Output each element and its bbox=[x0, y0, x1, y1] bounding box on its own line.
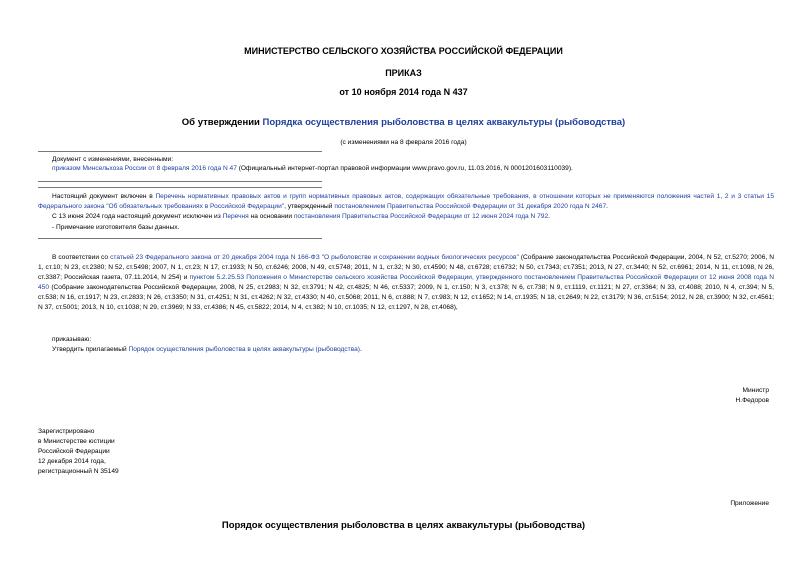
body-text: (Собрание законодательства Российской Федерации, 2004, N 52, ст.5270; 2006, N 1, ст.10; N 23, ст.2380; N 52, ст.5498; 2007, N 1, ст.23; N 17, ст.1933; N 50, ст.6246; 2008, N 49, ст.5748; 2011, N 1, ст.32; N 30, ст.4590; N 48, ст.6728; ст.6732; N 50, ст.7343; ст.7351; 2013, N 27, ст.3440; N 52, ст.6961; 2014, N 11, ст.1098, N 26, ст.3387; Российская газета, 07.11.2014, N 254) и bbox=[38, 254, 775, 281]
amendment-source: (Официальный интернет-портал правовой информации www.pravo.gov.ru, 11.03.2016, N 0001201603110039). bbox=[236, 165, 573, 172]
notice-text: . bbox=[606, 203, 608, 210]
perechen-link[interactable]: Перечень нормативных правовых актов и групп нормативных правовых актов, содержащих обязательные требования, в отношении которых не применяются положения частей 1, 2 и 3 статьи 15 Федерального закона "Об обязательных требованиях в Российской Федерации" bbox=[38, 193, 774, 210]
notice-text: Настоящий документ включен в bbox=[52, 193, 156, 200]
body-text: . bbox=[360, 346, 362, 353]
db-note: - Примечание изготовителя базы данных. bbox=[52, 224, 180, 231]
ministry-title: МИНИСТЕРСТВО СЕЛЬСКОГО ХОЗЯЙСТВА РОССИЙСКОЙ ФЕДЕРАЦИИ bbox=[244, 46, 563, 56]
order-word: приказываю: bbox=[52, 336, 92, 343]
title-link[interactable]: Порядка осуществления рыболовства в целях аквакультуры (рыбоводства) bbox=[262, 117, 626, 128]
postanovleniya-link[interactable]: постановления Правительства Российской Федерации от 12 июня 2024 года N 792 bbox=[293, 213, 549, 220]
signatory-name: Н.Федоров bbox=[735, 397, 769, 404]
registration-line: Российской Федерации bbox=[38, 448, 110, 455]
notice-text: на основании bbox=[248, 213, 294, 220]
notice-exclusion bbox=[52, 213, 550, 221]
registration-line: регистрационный N 35149 bbox=[38, 468, 119, 475]
procedure-link[interactable]: Порядок осуществления рыболовства в целях аквакультуры (рыбоводства) bbox=[128, 346, 360, 353]
document-date-number: от 10 ноября 2014 года N 437 bbox=[339, 87, 468, 97]
postanovlenie-link[interactable]: постановлением Правительства Российской Федерации от 31 декабря 2020 года N 2467 bbox=[334, 203, 607, 210]
notice-text: . bbox=[548, 213, 550, 220]
divider bbox=[38, 181, 322, 182]
regulation-link[interactable]: пунктом 5.2.25.53 Положения о Министерстве сельского хозяйства Российской Федерации, утвержденного постановлением Правительства Российской Федерации от 12 июня 2008 года N 450 bbox=[38, 274, 774, 291]
divider bbox=[38, 187, 322, 188]
body-text: Утвердить прилагаемый bbox=[52, 346, 129, 353]
preamble-paragraph bbox=[38, 253, 774, 313]
document-title bbox=[0, 117, 807, 128]
notice-text: , утвержденный bbox=[284, 203, 335, 210]
registration-line: в Министерстве юстиции bbox=[38, 438, 115, 445]
notice-inclusion bbox=[38, 192, 774, 212]
divider bbox=[38, 238, 322, 239]
appendix-title: Порядок осуществления рыболовства в целях аквакультуры (рыбоводства) bbox=[221, 520, 586, 531]
registration-line: Зарегистрировано bbox=[38, 428, 95, 435]
approve-paragraph bbox=[52, 346, 362, 354]
divider bbox=[38, 151, 322, 152]
federal-law-link[interactable]: статьей 23 Федерального закона от 20 декабря 2004 года N 166-ФЗ "О рыболовстве и сохранении водных биологических ресурсов" bbox=[110, 254, 519, 261]
body-text: (Собрание законодательства Российской Федерации, 2008, N 25, ст.2983; N 32, ст.3791; N 42, ст.4825; N 46, ст.5337; 2009, N 1, ст.150; N 3, ст.378; N 6, ст.738; N 9, ст.1119, ст.1121; N 27, ст.3364; N 33, ст.4088; 2010, N 4, ст.394; N 5, ст.538; N 16, ст.1917; N 23, ст.2833; N 26, ст.3350; N 31, ст.4251; N 31, ст.4262; N 32, ст.4330; N 40, ст.5068; 2011, N 6, ст.888; N 7, ст.983; N 12, ст.1652; N 14, ст.1935; N 18, ст.2649; N 22, ст.3179; N 36, ст.5154; 2012, N 28, ст.3900; N 32, ст.4561; N 37, ст.5001; 2013, N 10, ст.1038; N 29, ст.3969; N 33, ст.4386; N 45, ст.5822; 2014, N 4, ст.382; N 10, ст.1035; N 12, ст.1297, N 28, ст.4068), bbox=[38, 284, 774, 311]
document-type: ПРИКАЗ bbox=[385, 68, 422, 78]
notice-text: С 13 июня 2024 года настоящий документ исключен из bbox=[52, 213, 223, 220]
appendix-label: Приложение bbox=[730, 500, 769, 507]
perechnya-link[interactable]: Перечня bbox=[222, 213, 249, 220]
amendment-link[interactable]: приказом Минсельхоза России от 8 февраля 2016 года N 47 bbox=[52, 165, 237, 172]
title-prefix: Об утверждении bbox=[181, 117, 263, 128]
revision-note: (с изменениями на 8 февраля 2016 года) bbox=[340, 139, 467, 146]
amendments-entry bbox=[52, 165, 573, 173]
registration-line: 12 декабря 2014 года, bbox=[38, 458, 106, 465]
signatory-position: Министр bbox=[742, 387, 769, 394]
body-text: В соответствии со bbox=[52, 254, 111, 261]
amendments-intro: Документ с изменениями, внесенными: bbox=[52, 156, 174, 163]
